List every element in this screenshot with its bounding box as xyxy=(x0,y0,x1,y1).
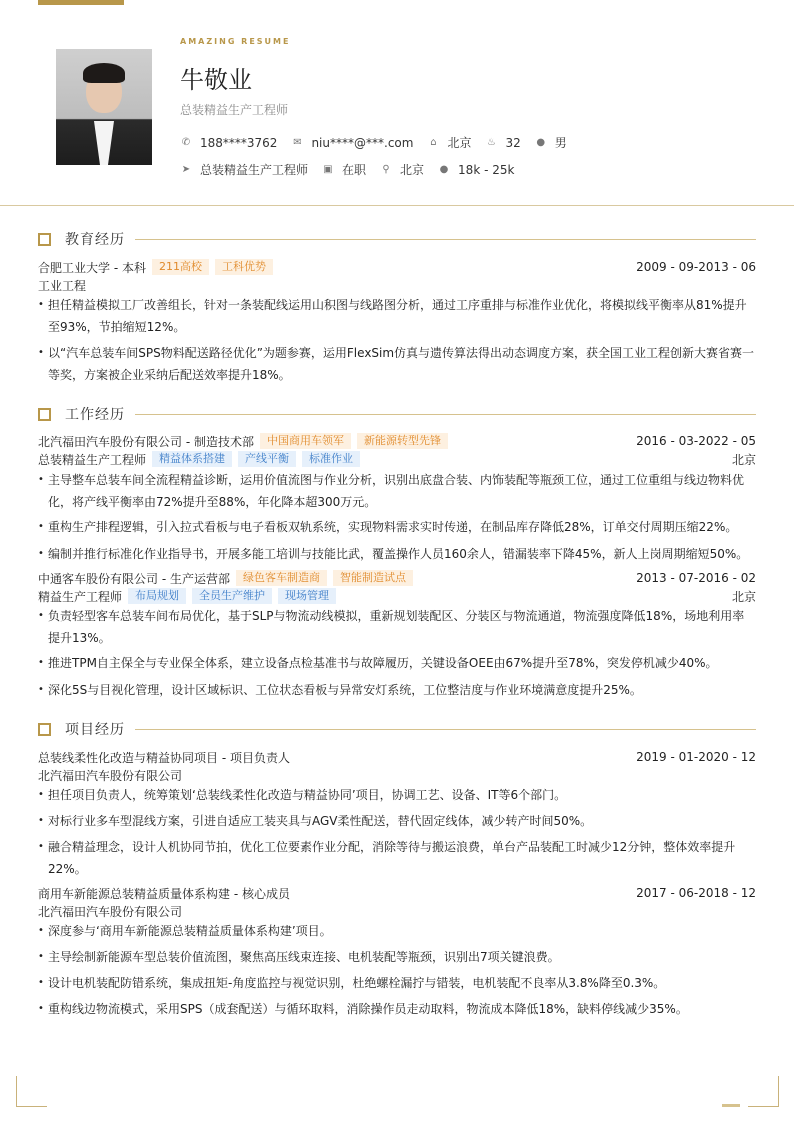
section-education xyxy=(38,230,756,248)
gender-text: 男 xyxy=(554,136,567,150)
list-item-text: 负责轻型客车总装车间布局优化，基于SLP与物流动线模拟，重新规划装配区、分装区与物流通道，物流强度降低18%，场地利用率提升13%。 xyxy=(48,609,745,645)
project-company-line xyxy=(38,766,756,784)
email-item xyxy=(291,136,413,150)
list-item-text: 担任项目负责人，统筹策划‘总装线柔性化改造与精益协同’项目，协调工艺、设备、IT等6个部门。 xyxy=(48,788,567,802)
list-item: • 重构线边物流模式，采用SPS（成套配送）与循环取料，消除操作员走动取料，物流成本降低18%，缺料停线减少35%。 xyxy=(38,998,756,1020)
job-intent-row xyxy=(180,161,528,178)
company-tag: 智能制造试点 xyxy=(333,570,413,586)
salary-text: 18k - 25k xyxy=(458,162,515,177)
school-tag: 工科优势 xyxy=(215,259,273,275)
company-tag: 新能源转型先锋 xyxy=(357,433,448,449)
status-text: 在职 xyxy=(342,163,367,177)
work-city: 北京 xyxy=(731,452,756,467)
corner-ornament xyxy=(16,1076,47,1107)
list-item-text: 主导绘制新能源车型总装价值流图，聚焦高压线束连接、电机装配等瓶颈，识别出7项关键浪费。 xyxy=(48,950,560,964)
list-item-text: 深化5S与目视化管理，设计区域标识、工位状态看板与异常安灯系统，工位整洁度与作业环境满意度提升25%。 xyxy=(48,683,642,697)
target-role-text: 总装精益生产工程师 xyxy=(200,163,309,177)
section-marker-icon xyxy=(38,723,51,736)
list-item: • 深度参与‘商用车新能源总装精益质量体系构建’项目。 xyxy=(38,920,756,942)
list-item: • 编制并推行标准化作业指导书，开展多能工培训与技能比武，覆盖操作人员160余人，错漏装率下降45%，新人上岗周期缩短50%。 xyxy=(38,543,756,565)
contact-row xyxy=(180,134,581,151)
company-name: 北汽福田汽车股份有限公司 - 制造技术部 xyxy=(38,434,254,449)
list-item: • 主导整车总装车间全流程精益诊断，运用价值流图与作业分析，识别出底盘合装、内饰装配等瓶颈工位，通过工位重组与线边物料优化，将产线平衡率由72%提升至88%，年化降本超300万元。 xyxy=(38,469,756,513)
job-role: 精益生产工程师 xyxy=(38,589,123,604)
list-item: • 担任项目负责人，统筹策划‘总装线柔性化改造与精益协同’项目，协调工艺、设备、IT等6个部门。 xyxy=(38,784,756,806)
project-company: 北汽福田汽车股份有限公司 xyxy=(38,768,183,783)
work-role-line xyxy=(38,450,756,468)
section-projects xyxy=(38,720,756,738)
education-entry-header xyxy=(38,258,756,276)
project-entry-header xyxy=(38,748,756,766)
hometown-item xyxy=(427,134,471,151)
list-item: • 深化5S与目视化管理，设计区域标识、工位状态看板与异常安灯系统，工位整洁度与作业环境满意度提升25%。 xyxy=(38,679,756,701)
work-period: 2016 - 03-2022 - 05 xyxy=(636,434,756,448)
list-item-text: 对标行业多车型混线方案，引进自适应工装夹具与AGV柔性配送，替代固定线体，减少转产时间50%。 xyxy=(48,814,593,828)
list-item: • 负责轻型客车总装车间布局优化，基于SLP与物流动线模拟，重新规划装配区、分装区与物流通道，物流强度降低18%，场地利用率提升13%。 xyxy=(38,605,756,649)
section-marker-icon xyxy=(38,233,51,246)
list-item: • 推进TPM自主保全与专业保全体系，建立设备点检基准书与故障履历，关键设备OEE由67%提升至78%，突发停机减少40%。 xyxy=(38,652,756,674)
corner-ornament xyxy=(748,1076,779,1107)
phone-icon: ✆ xyxy=(181,137,191,148)
list-item-text: 推进TPM自主保全与专业保全体系，建立设备点检基准书与故障履历，关键设备OEE由67%提升至78%，突发停机减少40%。 xyxy=(48,656,718,670)
school-tag: 211高校 xyxy=(152,259,209,275)
skill-tag: 全员生产维护 xyxy=(192,588,272,604)
education-major-line xyxy=(38,276,756,294)
home-icon: ⌂ xyxy=(430,137,437,148)
skill-tag: 产线平衡 xyxy=(238,451,296,467)
money-icon: ● xyxy=(439,164,449,175)
tagline: AMAZING RESUME xyxy=(180,37,291,46)
list-item: • 设计电机装配防错系统，集成扭矩-角度监控与视觉识别，杜绝螺栓漏拧与错装，电机装配不良率从3.8%降至0.3%。 xyxy=(38,972,756,994)
work-entry-header xyxy=(38,569,756,587)
section-marker-icon xyxy=(38,408,51,421)
profile-photo xyxy=(56,49,152,165)
skill-tag: 布局规划 xyxy=(128,588,186,604)
skill-tag: 精益体系搭建 xyxy=(152,451,232,467)
hometown-text: 北京 xyxy=(447,136,472,150)
list-item-text: 以“汽车总装车间SPS物料配送路径优化”为题参赛，运用FlexSim仿真与遗传算法得出动态调度方案，获全国工业工程创新大赛省赛一等奖，方案被企业采纳后配送效率提升18%。 xyxy=(48,346,755,382)
briefcase-icon: ▣ xyxy=(323,164,333,175)
skill-tag: 现场管理 xyxy=(278,588,336,604)
age-item xyxy=(485,136,520,150)
list-item-text: 融合精益理念，设计人机协同节拍，优化工位要素作业分配，消除等待与搬运浪费，单台产品装配工时减少12分钟，整体效率提升22%。 xyxy=(48,840,736,876)
list-item: • 主导绘制新能源车型总装价值流图，聚焦高压线束连接、电机装配等瓶颈，识别出7项关键浪费。 xyxy=(38,946,756,968)
school-name: 合肥工业大学 - 本科 xyxy=(38,260,146,275)
project-name: 总装线柔性化改造与精益协同项目 - 项目负责人 xyxy=(38,750,290,765)
project-period: 2019 - 01-2020 - 12 xyxy=(636,750,756,764)
age-text: 32 xyxy=(505,135,521,150)
major: 工业工程 xyxy=(38,278,87,293)
company-tag: 中国商用车领军 xyxy=(260,433,351,449)
list-item-text: 深度参与‘商用车新能源总装精益质量体系构建’项目。 xyxy=(48,924,332,938)
candidate-title: 总装精益生产工程师 xyxy=(180,103,289,117)
section-work xyxy=(38,405,756,423)
work-city: 北京 xyxy=(731,589,756,604)
divider xyxy=(135,729,756,730)
education-period: 2009 - 09-2013 - 06 xyxy=(636,260,756,274)
list-item: • 担任精益模拟工厂改善组长，针对一条装配线运用山积图与线路图分析，通过工序重排与标准作业优化，将模拟线平衡率从81%提升至93%，节拍缩短12%。 xyxy=(38,294,756,338)
work-entry-header xyxy=(38,432,756,450)
cake-icon: ♨ xyxy=(486,137,496,148)
list-item-text: 编制并推行标准化作业指导书，开展多能工培训与技能比武，覆盖操作人员160余人，错漏装率下降45%，新人上岗周期缩短50%。 xyxy=(48,547,749,561)
list-item-text: 主导整车总装车间全流程精益诊断，运用价值流图与作业分析，识别出底盘合装、内饰装配等瓶颈工位，通过工位重组与线边物料优化，将产线平衡率由72%提升至88%，年化降本超300万元。 xyxy=(48,473,745,509)
project-name: 商用车新能源总装精益质量体系构建 - 核心成员 xyxy=(38,886,290,901)
divider xyxy=(135,239,756,240)
target-city-text: 北京 xyxy=(400,163,425,177)
company-name: 中通客车股份有限公司 - 生产运营部 xyxy=(38,571,230,586)
candidate-name: 牛敬业 xyxy=(180,66,252,94)
section-title: 工作经历 xyxy=(65,407,125,423)
salary-item xyxy=(438,163,514,177)
company-tag: 绿色客车制造商 xyxy=(236,570,327,586)
list-item: • 对标行业多车型混线方案，引进自适应工装夹具与AGV柔性配送，替代固定线体，减少转产时间50%。 xyxy=(38,810,756,832)
project-company: 北汽福田汽车股份有限公司 xyxy=(38,904,183,919)
status-item xyxy=(322,161,366,178)
project-period: 2017 - 06-2018 - 12 xyxy=(636,886,756,900)
person-icon: ● xyxy=(536,137,546,148)
skill-tag: 标准作业 xyxy=(302,451,360,467)
divider xyxy=(135,414,756,415)
work-role-line xyxy=(38,587,756,605)
phone-text: 188****3762 xyxy=(200,135,278,150)
list-item: • 以“汽车总装车间SPS物料配送路径优化”为题参赛，运用FlexSim仿真与遗传算法得出动态调度方案，获全国工业工程创新大赛省赛一等奖，方案被企业采纳后配送效率提升18%。 xyxy=(38,342,756,386)
target-city-item xyxy=(380,161,424,178)
list-item-text: 设计电机装配防错系统，集成扭矩-角度监控与视觉识别，杜绝螺栓漏拧与错装，电机装配不良率从3.8%降至0.3%。 xyxy=(48,976,666,990)
footer-ornament xyxy=(722,1104,740,1107)
resume-header xyxy=(0,0,794,206)
mail-icon: ✉ xyxy=(293,137,302,148)
list-item-text: 担任精益模拟工厂改善组长，针对一条装配线运用山积图与线路图分析，通过工序重排与标准作业优化，将模拟线平衡率从81%提升至93%，节拍缩短12%。 xyxy=(48,298,747,334)
list-item: • 融合精益理念，设计人机协同节拍，优化工位要素作业分配，消除等待与搬运浪费，单台产品装配工时减少12分钟，整体效率提升22%。 xyxy=(38,836,756,880)
list-item: • 重构生产排程逻辑，引入拉式看板与电子看板双轨系统，实现物料需求实时传递，在制品库存降低28%，订单交付周期压缩22%。 xyxy=(38,516,756,538)
location-icon: ⚲ xyxy=(382,164,390,175)
job-role: 总装精益生产工程师 xyxy=(38,452,147,467)
list-item-text: 重构生产排程逻辑，引入拉式看板与电子看板双轨系统，实现物料需求实时传递，在制品库存降低28%，订单交付周期压缩22%。 xyxy=(48,520,738,534)
gender-item xyxy=(535,134,567,151)
project-company-line xyxy=(38,902,756,920)
work-period: 2013 - 07-2016 - 02 xyxy=(636,571,756,585)
target-role-item xyxy=(180,161,308,178)
email-text: niu****@***.com xyxy=(311,135,414,150)
send-icon: ➤ xyxy=(181,164,191,175)
section-title: 教育经历 xyxy=(65,232,125,248)
section-title: 项目经历 xyxy=(65,722,125,738)
project-entry-header xyxy=(38,884,756,902)
list-item-text: 重构线边物流模式，采用SPS（成套配送）与循环取料，消除操作员走动取料，物流成本降低18%，缺料停线减少35%。 xyxy=(48,1002,688,1016)
phone-item xyxy=(180,136,277,150)
